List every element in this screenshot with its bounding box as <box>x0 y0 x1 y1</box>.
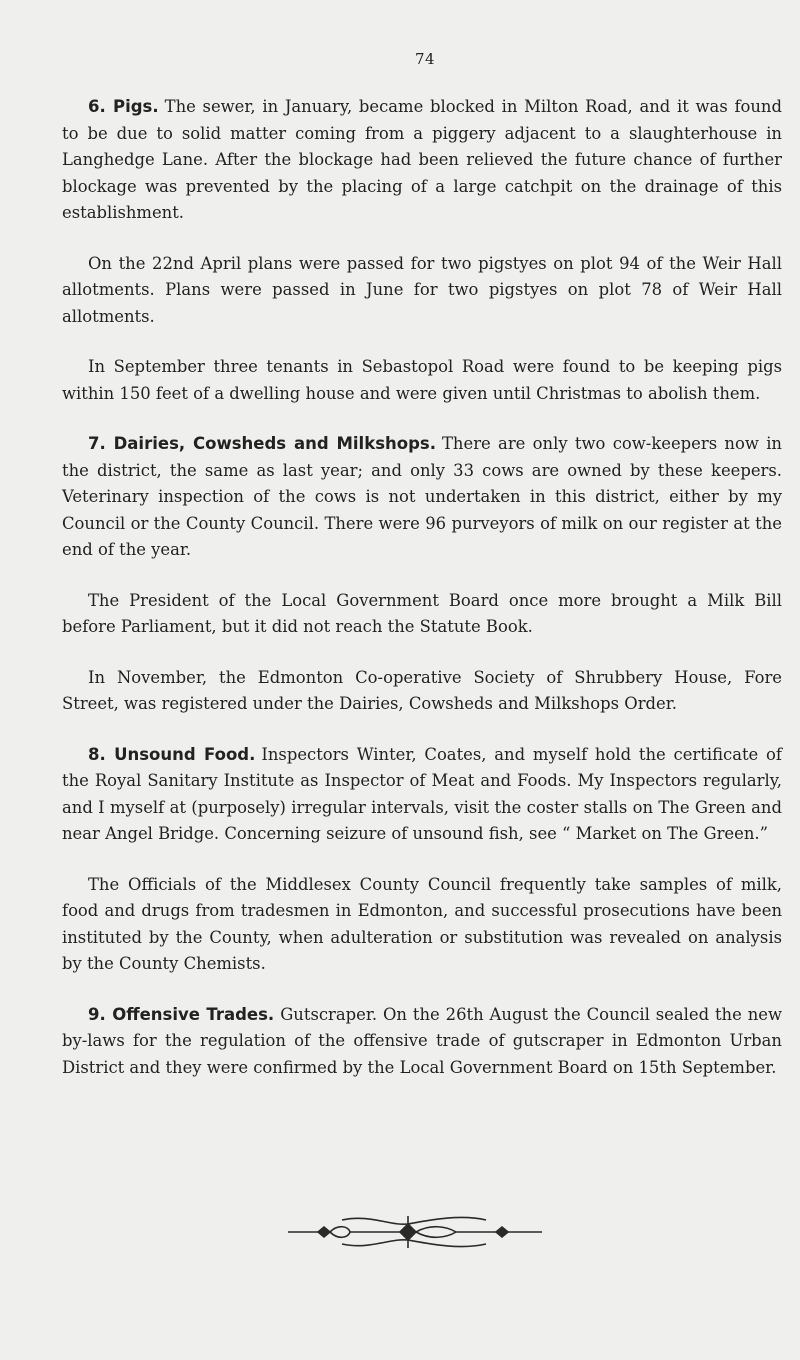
pigs-paragraph-1 <box>62 94 782 227</box>
dairies-paragraph-3: In November, the Edmonton Co-operative Society of Shrubbery House, Fore Street, was registered under the Dairies, Cowsheds and Milkshops Order. <box>62 667 782 713</box>
dairies-paragraph-2: The President of the Local Government Board once more brought a Milk Bill before Parliament, but it did not reach the Statute Book. <box>62 590 782 636</box>
unsound-food-paragraph-2: The Officials of the Middlesex County Council frequently take samples of milk, food and drugs from tradesmen in Edmonton, and successful prosecutions have been instituted by the County, when adulteration or substitution was revealed on analysis by the County Chemists. <box>62 874 782 973</box>
page-number: 74 <box>414 50 436 68</box>
section-heading-offensive-trades: 9. Offensive Trades. <box>88 1004 275 1024</box>
pigs-paragraph-1-text: The sewer, in January, became blocked in Milton Road, and it was found to be due to solid matter coming from a piggery adjacent to a slaughterhouse in Langhedge Lane. After the blockage had been relieved the future chance of further blockage was prevented by the placing of a large catchpit on the drainage of this establishment. <box>62 97 782 222</box>
document-body <box>62 94 782 1105</box>
section-heading-unsound-food: 8. Unsound Food. <box>88 744 256 764</box>
unsound-food-paragraph-1-text: Inspectors Winter, Coates, and myself hold the certificate of the Royal Sanitary Institute as Inspector of Meat and Foods. My Inspectors regularly, and I myself at (purposely) irregular intervals, visit the coster stalls on The Green and near Angel Bridge. Concerning seizure of unsound fish, see “ Market on The Green.” <box>62 744 782 843</box>
dairies-paragraph-1 <box>62 431 782 564</box>
dairies-paragraph-1-text: There are only two cow-keepers now in the district, the same as last year; and only 33 cows are owned by these keepers. Veterinary inspection of the cows is not undertaken in this district, either by my Council or the County Council. There were 96 purveyors of milk on our register at the end of the year. <box>62 434 782 559</box>
pigs-paragraph-3: In September three tenants in Sebastopol Road were found to be keeping pigs within 150 feet of a dwelling house and were given until Christmas to abolish them. <box>62 357 782 403</box>
section-heading-pigs: 6. Pigs. <box>88 97 159 116</box>
unsound-food-paragraph-1 <box>62 742 782 848</box>
pigs-paragraph-2: On the 22nd April plans were passed for two pigstyes on plot 94 of the Weir Hall allotments. Plans were passed in June for two pigstyes on plot 78 of Weir Hall allotments. <box>62 253 782 326</box>
offensive-trades-paragraph-1-text: Gutscraper. On the 26th August the Council sealed the new by-laws for the regulation of the offensive trade of gutscraper in Edmonton Urban District and they were confirmed by the Local Government Board on 15th September. <box>62 1004 783 1077</box>
offensive-trades-paragraph-1 <box>62 1002 782 1082</box>
decorative-scroll-ornament-icon <box>280 1212 550 1252</box>
section-heading-dairies: 7. Dairies, Cowsheds and Milkshops. <box>88 434 436 453</box>
